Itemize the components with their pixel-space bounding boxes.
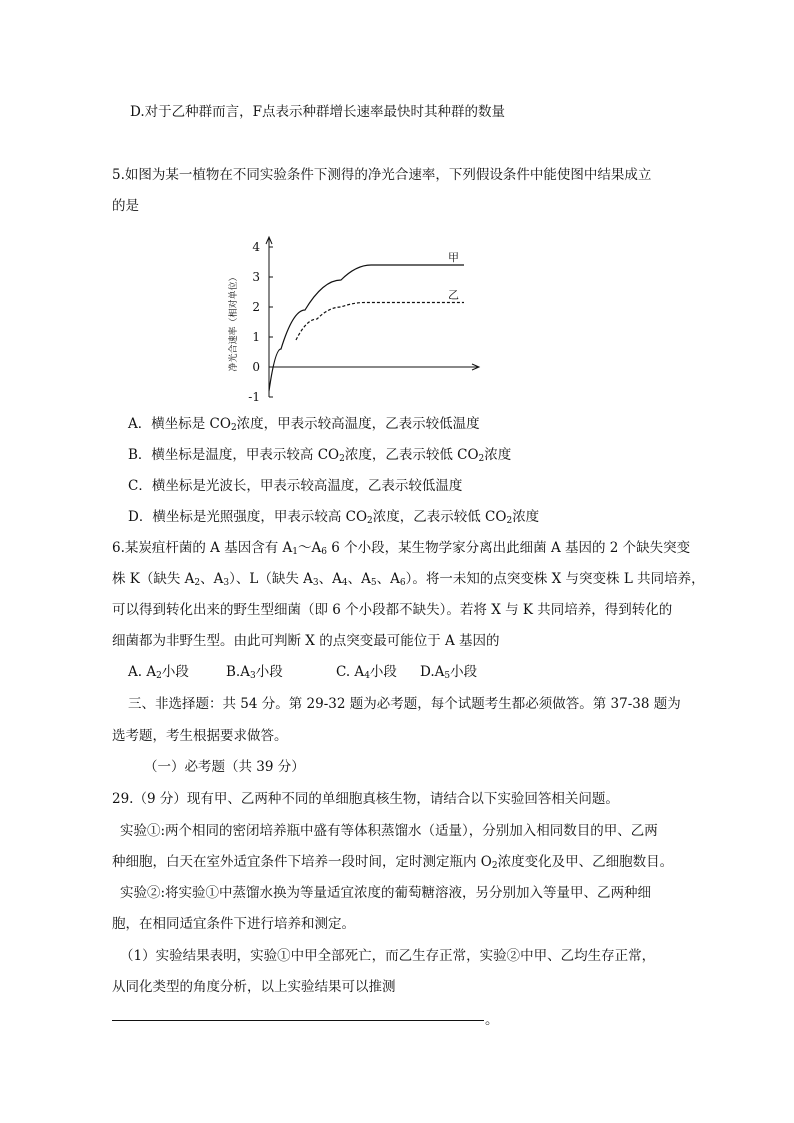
q6-option-a: A. $A_2$小段 bbox=[128, 664, 189, 681]
q29-sub1-line1: （1）实验结果表明，实验①中甲全部死亡，而乙生存正常，实验②中甲、乙均生存正常， bbox=[120, 948, 656, 964]
section3-intro-line1: 三、非选择题：共 54 分。第 29-32 题为必考题，每个试题考生都必须做答。第 37-38 题为 bbox=[128, 696, 681, 712]
q6-line4: 细菌都为非野生型。由此可判断 X 的点突变最可能位于 A 基因的 bbox=[112, 633, 500, 649]
y-axis-label: 净光合速率（相对单位） bbox=[229, 272, 239, 372]
q6-option-d: $D.A_5$小段 bbox=[420, 664, 478, 681]
q29-exp2-line2: 胞，在相同适宜条件下进行培养和测定。 bbox=[112, 916, 355, 932]
y-tick-label: -1 bbox=[248, 390, 260, 404]
y-tick-label: 4 bbox=[252, 240, 260, 254]
series-label-jia: 甲 bbox=[448, 251, 459, 264]
series-line-yi bbox=[296, 303, 464, 341]
q29-exp1-line2: 种细胞，白天在室外适宜条件下培养一段时间，定时测定瓶内 $O_2$浓度变化及甲、乙细胞数目。 bbox=[112, 854, 674, 871]
q5-stem-line2: 的是 bbox=[112, 198, 139, 214]
q6-line3: 可以得到转化出来的野生型细菌（即 6 个小段都不缺失）。若将 X 与 K 共同培养，得到转化的 bbox=[112, 602, 673, 618]
q6-line1: 6.某炭疽杆菌的 A 基因含有 $A_1\sim A_6$ 6 个小段，某生物学家分离出此细菌 A 基因的 2 个缺失突变 bbox=[112, 540, 691, 557]
series-label-yi: 乙 bbox=[448, 288, 459, 302]
series-line-jia bbox=[269, 265, 464, 391]
answer-blank-line[interactable] bbox=[112, 1019, 484, 1021]
q29-sub1-line2: 从同化类型的角度分析，以上实验结果可以推测 bbox=[112, 979, 396, 995]
prev-question-option-d: D.对于乙种群而言，F点表示种群增长速率最快时其种群的数量 bbox=[130, 104, 505, 120]
q29-exp2-line1: 实验②:将实验①中蒸馏水换为等量适宜浓度的葡萄糖溶液，另分别加入等量甲、乙两种细 bbox=[120, 885, 652, 901]
q5-option-a: A．横坐标是 $CO_2$浓度，甲表示较高温度，乙表示较低温度 bbox=[128, 416, 480, 433]
y-tick-label: 1 bbox=[252, 330, 260, 344]
section3-required-heading: （一）必考题（共 39 分） bbox=[144, 759, 305, 775]
q6-option-c: C. $A_4$小段 bbox=[336, 664, 397, 681]
q6-line2: 株 K（缺失 $A_2$、$A_3$）、L（缺失 $A_3$、$A_4$、$A_5$、$A_6$）。将一未知的点突变株 X 与突变株 L 共同培养， bbox=[112, 571, 705, 588]
y-tick-label: 3 bbox=[252, 270, 260, 284]
y-tick-label: 2 bbox=[252, 300, 260, 314]
q5-option-d: D．横坐标是光照强度，甲表示较高 $CO_2$浓度，乙表示较低 $CO_2$浓度 bbox=[128, 509, 540, 526]
q5-option-c: C．横坐标是光波长，甲表示较高温度，乙表示较低温度 bbox=[128, 478, 463, 494]
q5-stem-line1: 5.如图为某一植物在不同实验条件下测得的净光合速率，下列假设条件中能使图中结果成立 bbox=[112, 167, 652, 183]
y-tick-label: 0 bbox=[252, 360, 260, 374]
section3-intro-line2: 选考题，考生根据要求做答。 bbox=[112, 728, 288, 744]
q6-option-b: $B.A_3$小段 bbox=[226, 664, 283, 681]
answer-end-mark: 。 bbox=[485, 1012, 499, 1028]
q29-exp1-line1: 实验①:两个相同的密闭培养瓶中盛有等体积蒸馏水（适量），分别加入相同数目的甲、乙两 bbox=[120, 823, 658, 839]
q29-stem: 29.（9 分）现有甲、乙两种不同的单细胞真核生物，请结合以下实验回答相关问题。 bbox=[112, 791, 619, 807]
q5-option-b: B．横坐标是温度，甲表示较高 $CO_2$浓度，乙表示较低 $CO_2$浓度 bbox=[128, 447, 512, 464]
q5-chart bbox=[220, 232, 500, 407]
